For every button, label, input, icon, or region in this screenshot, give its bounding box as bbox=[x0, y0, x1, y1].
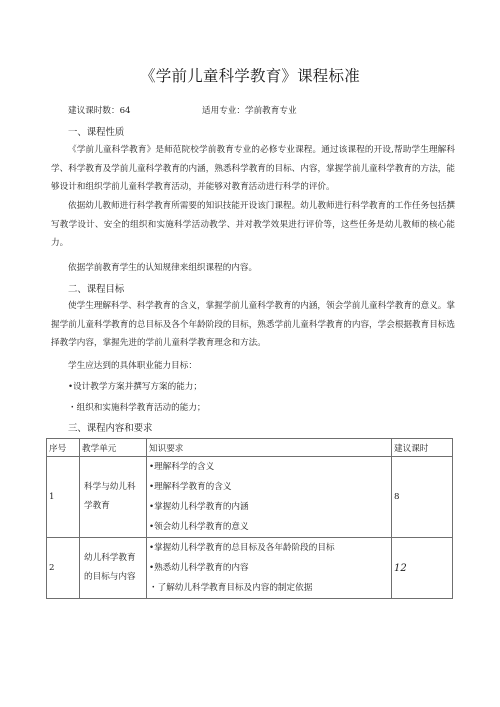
knowledge-item: •掌握幼儿科学教育的总目标及各年龄阶段的目标 bbox=[149, 543, 335, 553]
paragraph-course-goals: 使学生理解科学、科学教育的含义，掌握学前儿童科学教育的内涵，领会学前儿童科学教育的意义。掌握学前儿童科学教育的总目标及各个年龄阶段的目标，熟悉学前儿童科学教育的内容，学会根据教育目标选择教学内容，掌握先进的学前儿童科学教育理念和方法。 bbox=[51, 301, 455, 348]
row-number: 1 bbox=[47, 457, 80, 538]
section-heading-course-goals: 二、课程目标 bbox=[68, 284, 125, 295]
knowledge-item: ・了解幼儿科学教育目标及内容的制定依据 bbox=[149, 583, 313, 593]
applicable-major: 适用专业：学前教育专业 bbox=[202, 106, 297, 116]
row-teaching-unit: 科学与幼儿科学教育 bbox=[80, 457, 147, 538]
ability-intro: 学生应达到的具体职业能力目标： bbox=[68, 361, 197, 371]
row-teaching-unit: 幼儿科学教育的目标与内容 bbox=[80, 538, 147, 599]
knowledge-item: •熟悉幼儿科学教育的内容 bbox=[149, 563, 249, 573]
document-title: 《学前儿童科学教育》课程标准 bbox=[140, 67, 360, 85]
knowledge-item: •理解科学教育的含义 bbox=[149, 482, 232, 492]
table-header-row bbox=[47, 439, 453, 457]
header-number: 序号 bbox=[47, 439, 80, 457]
row-knowledge-list bbox=[147, 538, 392, 599]
row-hours: 8 bbox=[392, 457, 453, 538]
course-content-table bbox=[46, 438, 453, 599]
knowledge-item: •掌握幼儿科学教育的内涵 bbox=[149, 502, 249, 512]
table-row bbox=[47, 457, 453, 538]
header-suggested-hours: 建议课时 bbox=[392, 439, 453, 457]
knowledge-item: •领会幼儿科学教育的意义 bbox=[149, 522, 249, 532]
paragraph-course-nature-3: 依据学前教育学生的认知规律来组织课程的内容。 bbox=[68, 263, 258, 273]
header-teaching-unit: 教学单元 bbox=[80, 439, 147, 457]
paragraph-course-nature-1: 《学前儿童科学教育》是师范院校学前教育专业的必修专业课程。通过该课程的开设,帮助学生理解科学、科学教育及学前儿童科学教育的内涵，熟悉科学教育的目标、内容，掌握学前儿童科学教育的方法，能够设计和组织学前儿童科学教育活动，并能够对教育活动进行科学的评价。 bbox=[51, 145, 455, 192]
paragraph-course-nature-2: 依据幼儿教师进行科学教育所需要的知识技能开设该门课程。幼儿教师进行科学教育的工作任务包括撰写教学设计、安全的组织和实施科学活动教学、并对教学效果进行评价等，这些任务是幼儿教师的核心能力。 bbox=[51, 201, 455, 248]
section-heading-course-content: 三、课程内容和要求 bbox=[68, 423, 153, 434]
ability-item-1: •设计教学方案并撰写方案的能力； bbox=[68, 382, 202, 392]
row-hours: 12 bbox=[392, 538, 453, 599]
knowledge-item: •理解科学的含义 bbox=[149, 462, 215, 472]
row-number: 2 bbox=[47, 538, 80, 599]
row-knowledge-list bbox=[147, 457, 392, 538]
table-row bbox=[47, 538, 453, 599]
ability-item-2: ・组织和实施科学教育活动的能力； bbox=[68, 403, 206, 413]
suggested-hours: 建议课时数：64 bbox=[68, 106, 131, 116]
section-heading-course-nature: 一、课程性质 bbox=[68, 127, 125, 138]
header-knowledge-requirements: 知识要求 bbox=[147, 439, 392, 457]
